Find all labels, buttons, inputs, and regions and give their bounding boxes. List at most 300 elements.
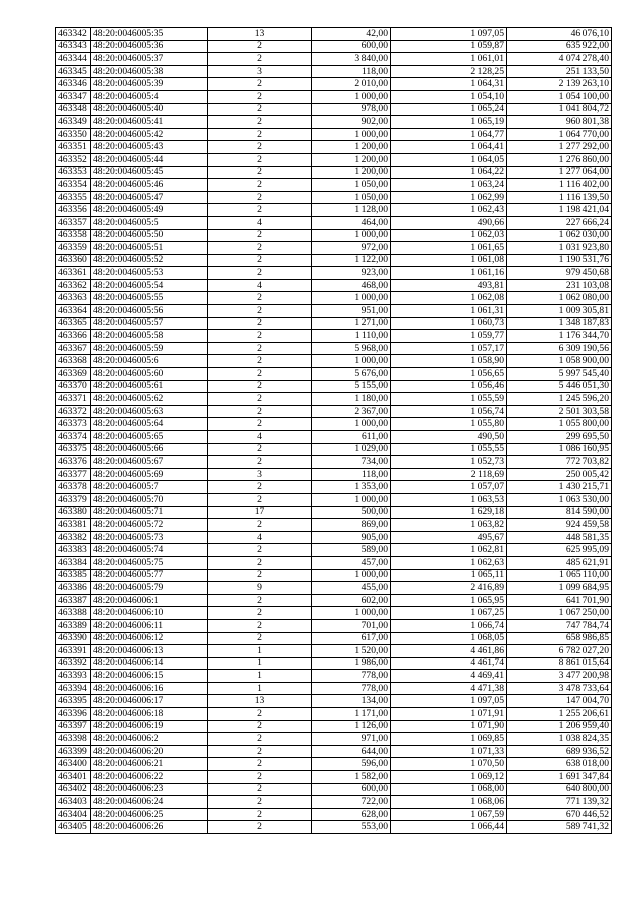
table-row — [56, 456, 612, 469]
cadastral-number-cell: 48:20:0046006:22 — [91, 771, 208, 784]
cadastral-number-cell: 48:20:0046006:25 — [91, 808, 208, 821]
cadastral-value-cell: 1 054 100,00 — [507, 90, 612, 103]
table-row — [56, 720, 612, 733]
cadastral-number-cell: 48:20:0046006:24 — [91, 796, 208, 809]
cadastral-number-cell: 48:20:0046005:46 — [91, 179, 208, 192]
specific-value-cell: 495,67 — [391, 531, 507, 544]
table-row — [56, 493, 612, 506]
group-code-cell: 2 — [208, 418, 312, 431]
area-cell: 1 582,00 — [312, 771, 391, 784]
specific-value-cell: 1 061,65 — [391, 242, 507, 255]
group-code-cell: 2 — [208, 355, 312, 368]
cadastral-value-cell: 3 477 200,98 — [507, 670, 612, 683]
cadastral-number-cell: 48:20:0046005:4 — [91, 90, 208, 103]
specific-value-cell: 1 054,10 — [391, 90, 507, 103]
area-cell: 500,00 — [312, 506, 391, 519]
specific-value-cell: 1 065,19 — [391, 116, 507, 129]
row-number-cell: 463346 — [56, 78, 91, 91]
table-row — [56, 65, 612, 78]
row-number-cell: 463382 — [56, 531, 91, 544]
cadastral-number-cell: 48:20:0046006:23 — [91, 783, 208, 796]
specific-value-cell: 1 064,41 — [391, 141, 507, 154]
row-number-cell: 463405 — [56, 821, 91, 834]
group-code-cell: 2 — [208, 53, 312, 66]
row-number-cell: 463353 — [56, 166, 91, 179]
area-cell: 1 180,00 — [312, 393, 391, 406]
cadastral-value-cell: 1 206 959,40 — [507, 720, 612, 733]
cadastral-number-cell: 48:20:0046005:41 — [91, 116, 208, 129]
row-number-cell: 463358 — [56, 229, 91, 242]
specific-value-cell: 1 058,90 — [391, 355, 507, 368]
row-number-cell: 463347 — [56, 90, 91, 103]
specific-value-cell: 1 067,25 — [391, 607, 507, 620]
cadastral-number-cell: 48:20:0046005:39 — [91, 78, 208, 91]
group-code-cell: 2 — [208, 771, 312, 784]
specific-value-cell: 1 063,24 — [391, 179, 507, 192]
group-code-cell: 2 — [208, 745, 312, 758]
group-code-cell: 2 — [208, 292, 312, 305]
table-row — [56, 594, 612, 607]
row-number-cell: 463385 — [56, 569, 91, 582]
group-code-cell: 13 — [208, 695, 312, 708]
group-code-cell: 2 — [208, 456, 312, 469]
area-cell: 468,00 — [312, 279, 391, 292]
specific-value-cell: 1 056,74 — [391, 405, 507, 418]
area-cell: 617,00 — [312, 632, 391, 645]
cadastral-number-cell: 48:20:0046005:38 — [91, 65, 208, 78]
specific-value-cell: 1 063,82 — [391, 519, 507, 532]
cadastral-value-cell: 1 067 250,00 — [507, 607, 612, 620]
cadastral-number-cell: 48:20:0046005:60 — [91, 368, 208, 381]
specific-value-cell: 4 469,41 — [391, 670, 507, 683]
table-row — [56, 355, 612, 368]
specific-value-cell: 1 055,55 — [391, 443, 507, 456]
table-row — [56, 418, 612, 431]
row-number-cell: 463351 — [56, 141, 91, 154]
table-row — [56, 695, 612, 708]
row-number-cell: 463344 — [56, 53, 91, 66]
group-code-cell: 1 — [208, 645, 312, 658]
row-number-cell: 463349 — [56, 116, 91, 129]
row-number-cell: 463373 — [56, 418, 91, 431]
group-code-cell: 2 — [208, 342, 312, 355]
group-code-cell: 2 — [208, 179, 312, 192]
area-cell: 1 000,00 — [312, 418, 391, 431]
cadastral-number-cell: 48:20:0046005:7 — [91, 481, 208, 494]
cadastral-value-cell: 1 116 402,00 — [507, 179, 612, 192]
table-row — [56, 368, 612, 381]
specific-value-cell: 1 055,59 — [391, 393, 507, 406]
specific-value-cell: 1 064,77 — [391, 128, 507, 141]
row-number-cell: 463393 — [56, 670, 91, 683]
area-cell: 923,00 — [312, 267, 391, 280]
area-cell: 1 520,00 — [312, 645, 391, 658]
cadastral-number-cell: 48:20:0046006:15 — [91, 670, 208, 683]
specific-value-cell: 1 059,77 — [391, 330, 507, 343]
table-row — [56, 544, 612, 557]
cadastral-number-cell: 48:20:0046006:12 — [91, 632, 208, 645]
table-row — [56, 481, 612, 494]
cadastral-number-cell: 48:20:0046005:62 — [91, 393, 208, 406]
table-row — [56, 342, 612, 355]
table-row — [56, 682, 612, 695]
row-number-cell: 463362 — [56, 279, 91, 292]
row-number-cell: 463395 — [56, 695, 91, 708]
row-number-cell: 463389 — [56, 619, 91, 632]
specific-value-cell: 1 055,80 — [391, 418, 507, 431]
table-row — [56, 103, 612, 116]
cadastral-value-cell: 814 590,00 — [507, 506, 612, 519]
row-number-cell: 463356 — [56, 204, 91, 217]
cadastral-value-cell: 1 245 596,20 — [507, 393, 612, 406]
cadastral-number-cell: 48:20:0046005:77 — [91, 569, 208, 582]
table-row — [56, 670, 612, 683]
cadastral-value-cell: 5 997 545,40 — [507, 368, 612, 381]
row-number-cell: 463366 — [56, 330, 91, 343]
group-code-cell: 2 — [208, 405, 312, 418]
table-row — [56, 242, 612, 255]
group-code-cell: 2 — [208, 254, 312, 267]
cadastral-number-cell: 48:20:0046005:67 — [91, 456, 208, 469]
group-code-cell: 2 — [208, 153, 312, 166]
row-number-cell: 463345 — [56, 65, 91, 78]
specific-value-cell: 1 064,22 — [391, 166, 507, 179]
row-number-cell: 463388 — [56, 607, 91, 620]
row-number-cell: 463354 — [56, 179, 91, 192]
row-number-cell: 463370 — [56, 380, 91, 393]
area-cell: 5 676,00 — [312, 368, 391, 381]
table-row — [56, 179, 612, 192]
area-cell: 1 000,00 — [312, 90, 391, 103]
cadastral-number-cell: 48:20:0046006:11 — [91, 619, 208, 632]
cadastral-value-cell: 658 986,85 — [507, 632, 612, 645]
row-number-cell: 463355 — [56, 191, 91, 204]
row-number-cell: 463383 — [56, 544, 91, 557]
area-cell: 42,00 — [312, 28, 391, 41]
table-row — [56, 40, 612, 53]
area-cell: 589,00 — [312, 544, 391, 557]
table-row — [56, 708, 612, 721]
area-cell: 701,00 — [312, 619, 391, 632]
cadastral-number-cell: 48:20:0046006:16 — [91, 682, 208, 695]
cadastral-number-cell: 48:20:0046006:2 — [91, 733, 208, 746]
cadastral-value-cell: 771 139,32 — [507, 796, 612, 809]
table-row — [56, 380, 612, 393]
table-row — [56, 317, 612, 330]
table-row — [56, 267, 612, 280]
specific-value-cell: 1 062,08 — [391, 292, 507, 305]
group-code-cell: 2 — [208, 141, 312, 154]
row-number-cell: 463398 — [56, 733, 91, 746]
group-code-cell: 2 — [208, 443, 312, 456]
table-row — [56, 582, 612, 595]
group-code-cell: 2 — [208, 103, 312, 116]
cadastral-value-cell: 448 581,35 — [507, 531, 612, 544]
group-code-cell: 2 — [208, 317, 312, 330]
cadastral-value-cell: 1 190 531,76 — [507, 254, 612, 267]
cadastral-value-cell: 638 018,00 — [507, 758, 612, 771]
specific-value-cell: 1 069,85 — [391, 733, 507, 746]
area-cell: 1 271,00 — [312, 317, 391, 330]
cadastral-number-cell: 48:20:0046005:71 — [91, 506, 208, 519]
area-cell: 118,00 — [312, 65, 391, 78]
table-row — [56, 279, 612, 292]
cadastral-number-cell: 48:20:0046006:21 — [91, 758, 208, 771]
cadastral-value-cell: 1 063 530,00 — [507, 493, 612, 506]
row-number-cell: 463372 — [56, 405, 91, 418]
cadastral-number-cell: 48:20:0046005:35 — [91, 28, 208, 41]
table-row — [56, 821, 612, 834]
cadastral-number-cell: 48:20:0046006:19 — [91, 720, 208, 733]
row-number-cell: 463360 — [56, 254, 91, 267]
specific-value-cell: 1 064,31 — [391, 78, 507, 91]
table-row — [56, 405, 612, 418]
cadastral-value-cell: 625 995,09 — [507, 544, 612, 557]
group-code-cell: 2 — [208, 40, 312, 53]
specific-value-cell: 1 069,12 — [391, 771, 507, 784]
group-code-cell: 2 — [208, 808, 312, 821]
row-number-cell: 463359 — [56, 242, 91, 255]
cadastral-value-table — [55, 27, 612, 834]
group-code-cell: 2 — [208, 619, 312, 632]
cadastral-value-cell: 2 501 303,58 — [507, 405, 612, 418]
cadastral-value-cell: 147 004,70 — [507, 695, 612, 708]
cadastral-number-cell: 48:20:0046006:20 — [91, 745, 208, 758]
cadastral-number-cell: 48:20:0046006:1 — [91, 594, 208, 607]
area-cell: 778,00 — [312, 682, 391, 695]
cadastral-number-cell: 48:20:0046005:72 — [91, 519, 208, 532]
row-number-cell: 463391 — [56, 645, 91, 658]
cadastral-value-cell: 3 478 733,64 — [507, 682, 612, 695]
table-row — [56, 645, 612, 658]
row-number-cell: 463378 — [56, 481, 91, 494]
area-cell: 3 840,00 — [312, 53, 391, 66]
specific-value-cell: 1 062,81 — [391, 544, 507, 557]
cadastral-value-cell: 960 801,38 — [507, 116, 612, 129]
table-row — [56, 153, 612, 166]
specific-value-cell: 1 065,95 — [391, 594, 507, 607]
specific-value-cell: 1 056,46 — [391, 380, 507, 393]
cadastral-number-cell: 48:20:0046005:74 — [91, 544, 208, 557]
row-number-cell: 463401 — [56, 771, 91, 784]
table-row — [56, 292, 612, 305]
row-number-cell: 463396 — [56, 708, 91, 721]
row-number-cell: 463348 — [56, 103, 91, 116]
area-cell: 457,00 — [312, 556, 391, 569]
cadastral-value-cell: 1 691 347,84 — [507, 771, 612, 784]
cadastral-value-cell: 299 695,50 — [507, 431, 612, 444]
specific-value-cell: 1 057,07 — [391, 481, 507, 494]
group-code-cell: 13 — [208, 28, 312, 41]
cadastral-value-cell: 1 198 421,04 — [507, 204, 612, 217]
specific-value-cell: 493,81 — [391, 279, 507, 292]
table-row — [56, 128, 612, 141]
cadastral-value-cell: 6 782 027,20 — [507, 645, 612, 658]
cadastral-number-cell: 48:20:0046005:66 — [91, 443, 208, 456]
area-cell: 1 000,00 — [312, 292, 391, 305]
table-row — [56, 254, 612, 267]
row-number-cell: 463380 — [56, 506, 91, 519]
cadastral-number-cell: 48:20:0046005:50 — [91, 229, 208, 242]
area-cell: 778,00 — [312, 670, 391, 683]
specific-value-cell: 1 059,87 — [391, 40, 507, 53]
cadastral-value-cell: 1 277 064,00 — [507, 166, 612, 179]
specific-value-cell: 1 065,24 — [391, 103, 507, 116]
table-row — [56, 657, 612, 670]
table-row — [56, 216, 612, 229]
area-cell: 978,00 — [312, 103, 391, 116]
specific-value-cell: 490,66 — [391, 216, 507, 229]
cadastral-value-cell: 1 062 030,00 — [507, 229, 612, 242]
area-cell: 971,00 — [312, 733, 391, 746]
cadastral-value-cell: 227 666,24 — [507, 216, 612, 229]
table-row — [56, 733, 612, 746]
group-code-cell: 2 — [208, 569, 312, 582]
specific-value-cell: 1 070,50 — [391, 758, 507, 771]
group-code-cell: 2 — [208, 733, 312, 746]
area-cell: 5 968,00 — [312, 342, 391, 355]
table-row — [56, 745, 612, 758]
area-cell: 1 050,00 — [312, 179, 391, 192]
group-code-cell: 2 — [208, 758, 312, 771]
group-code-cell: 4 — [208, 531, 312, 544]
table-row — [56, 632, 612, 645]
cadastral-value-cell: 589 741,32 — [507, 821, 612, 834]
group-code-cell: 2 — [208, 191, 312, 204]
area-cell: 722,00 — [312, 796, 391, 809]
area-cell: 611,00 — [312, 431, 391, 444]
area-cell: 134,00 — [312, 695, 391, 708]
cadastral-value-cell: 251 133,50 — [507, 65, 612, 78]
table-row — [56, 204, 612, 217]
area-cell: 118,00 — [312, 468, 391, 481]
area-cell: 1 050,00 — [312, 191, 391, 204]
group-code-cell: 1 — [208, 657, 312, 670]
cadastral-number-cell: 48:20:0046005:43 — [91, 141, 208, 154]
row-number-cell: 463390 — [56, 632, 91, 645]
table-row — [56, 141, 612, 154]
cadastral-number-cell: 48:20:0046005:73 — [91, 531, 208, 544]
area-cell: 2 010,00 — [312, 78, 391, 91]
group-code-cell: 2 — [208, 128, 312, 141]
table-row — [56, 78, 612, 91]
area-cell: 1 000,00 — [312, 128, 391, 141]
group-code-cell: 17 — [208, 506, 312, 519]
specific-value-cell: 4 461,74 — [391, 657, 507, 670]
group-code-cell: 2 — [208, 594, 312, 607]
group-code-cell: 2 — [208, 380, 312, 393]
cadastral-number-cell: 48:20:0046005:40 — [91, 103, 208, 116]
table-row — [56, 783, 612, 796]
group-code-cell: 2 — [208, 720, 312, 733]
table-row — [56, 166, 612, 179]
group-code-cell: 2 — [208, 78, 312, 91]
group-code-cell: 4 — [208, 279, 312, 292]
cadastral-number-cell: 48:20:0046005:49 — [91, 204, 208, 217]
cadastral-value-cell: 1 276 860,00 — [507, 153, 612, 166]
area-cell: 1 200,00 — [312, 153, 391, 166]
group-code-cell: 2 — [208, 708, 312, 721]
table-row — [56, 305, 612, 318]
group-code-cell: 2 — [208, 544, 312, 557]
cadastral-number-cell: 48:20:0046005:61 — [91, 380, 208, 393]
area-cell: 1 000,00 — [312, 493, 391, 506]
cadastral-value-cell: 46 076,10 — [507, 28, 612, 41]
group-code-cell: 2 — [208, 204, 312, 217]
cadastral-number-cell: 48:20:0046005:63 — [91, 405, 208, 418]
cadastral-number-cell: 48:20:0046005:79 — [91, 582, 208, 595]
cadastral-number-cell: 48:20:0046005:59 — [91, 342, 208, 355]
table-row — [56, 758, 612, 771]
row-number-cell: 463352 — [56, 153, 91, 166]
group-code-cell: 2 — [208, 305, 312, 318]
cadastral-number-cell: 48:20:0046005:36 — [91, 40, 208, 53]
row-number-cell: 463369 — [56, 368, 91, 381]
cadastral-value-cell: 5 446 051,30 — [507, 380, 612, 393]
group-code-cell: 2 — [208, 783, 312, 796]
specific-value-cell: 1 064,05 — [391, 153, 507, 166]
table-row — [56, 531, 612, 544]
specific-value-cell: 2 128,25 — [391, 65, 507, 78]
row-number-cell: 463342 — [56, 28, 91, 41]
group-code-cell: 9 — [208, 582, 312, 595]
group-code-cell: 3 — [208, 468, 312, 481]
cadastral-number-cell: 48:20:0046005:56 — [91, 305, 208, 318]
cadastral-value-cell: 485 621,91 — [507, 556, 612, 569]
row-number-cell: 463375 — [56, 443, 91, 456]
cadastral-value-cell: 1 058 900,00 — [507, 355, 612, 368]
specific-value-cell: 1 066,44 — [391, 821, 507, 834]
group-code-cell: 2 — [208, 166, 312, 179]
group-code-cell: 2 — [208, 242, 312, 255]
area-cell: 951,00 — [312, 305, 391, 318]
group-code-cell: 4 — [208, 216, 312, 229]
area-cell: 1 122,00 — [312, 254, 391, 267]
table-row — [56, 28, 612, 41]
area-cell: 1 000,00 — [312, 569, 391, 582]
row-number-cell: 463357 — [56, 216, 91, 229]
cadastral-value-cell: 635 922,00 — [507, 40, 612, 53]
specific-value-cell: 490,50 — [391, 431, 507, 444]
area-cell: 1 171,00 — [312, 708, 391, 721]
row-number-cell: 463387 — [56, 594, 91, 607]
cadastral-number-cell: 48:20:0046005:51 — [91, 242, 208, 255]
cadastral-value-cell: 1 116 139,50 — [507, 191, 612, 204]
row-number-cell: 463361 — [56, 267, 91, 280]
cadastral-value-cell: 1 055 800,00 — [507, 418, 612, 431]
cadastral-value-cell: 640 800,00 — [507, 783, 612, 796]
group-code-cell: 2 — [208, 368, 312, 381]
area-cell: 972,00 — [312, 242, 391, 255]
area-cell: 553,00 — [312, 821, 391, 834]
cadastral-value-cell: 231 103,08 — [507, 279, 612, 292]
area-cell: 1 110,00 — [312, 330, 391, 343]
row-number-cell: 463379 — [56, 493, 91, 506]
cadastral-number-cell: 48:20:0046005:70 — [91, 493, 208, 506]
group-code-cell: 2 — [208, 267, 312, 280]
specific-value-cell: 4 471,38 — [391, 682, 507, 695]
cadastral-value-cell: 1 065 110,00 — [507, 569, 612, 582]
specific-value-cell: 1 062,63 — [391, 556, 507, 569]
cadastral-number-cell: 48:20:0046005:57 — [91, 317, 208, 330]
table-row — [56, 607, 612, 620]
cadastral-value-cell: 6 309 190,56 — [507, 342, 612, 355]
area-cell: 1 126,00 — [312, 720, 391, 733]
group-code-cell: 2 — [208, 116, 312, 129]
cadastral-value-cell: 2 139 263,10 — [507, 78, 612, 91]
cadastral-value-cell: 1 255 206,61 — [507, 708, 612, 721]
row-number-cell: 463350 — [56, 128, 91, 141]
